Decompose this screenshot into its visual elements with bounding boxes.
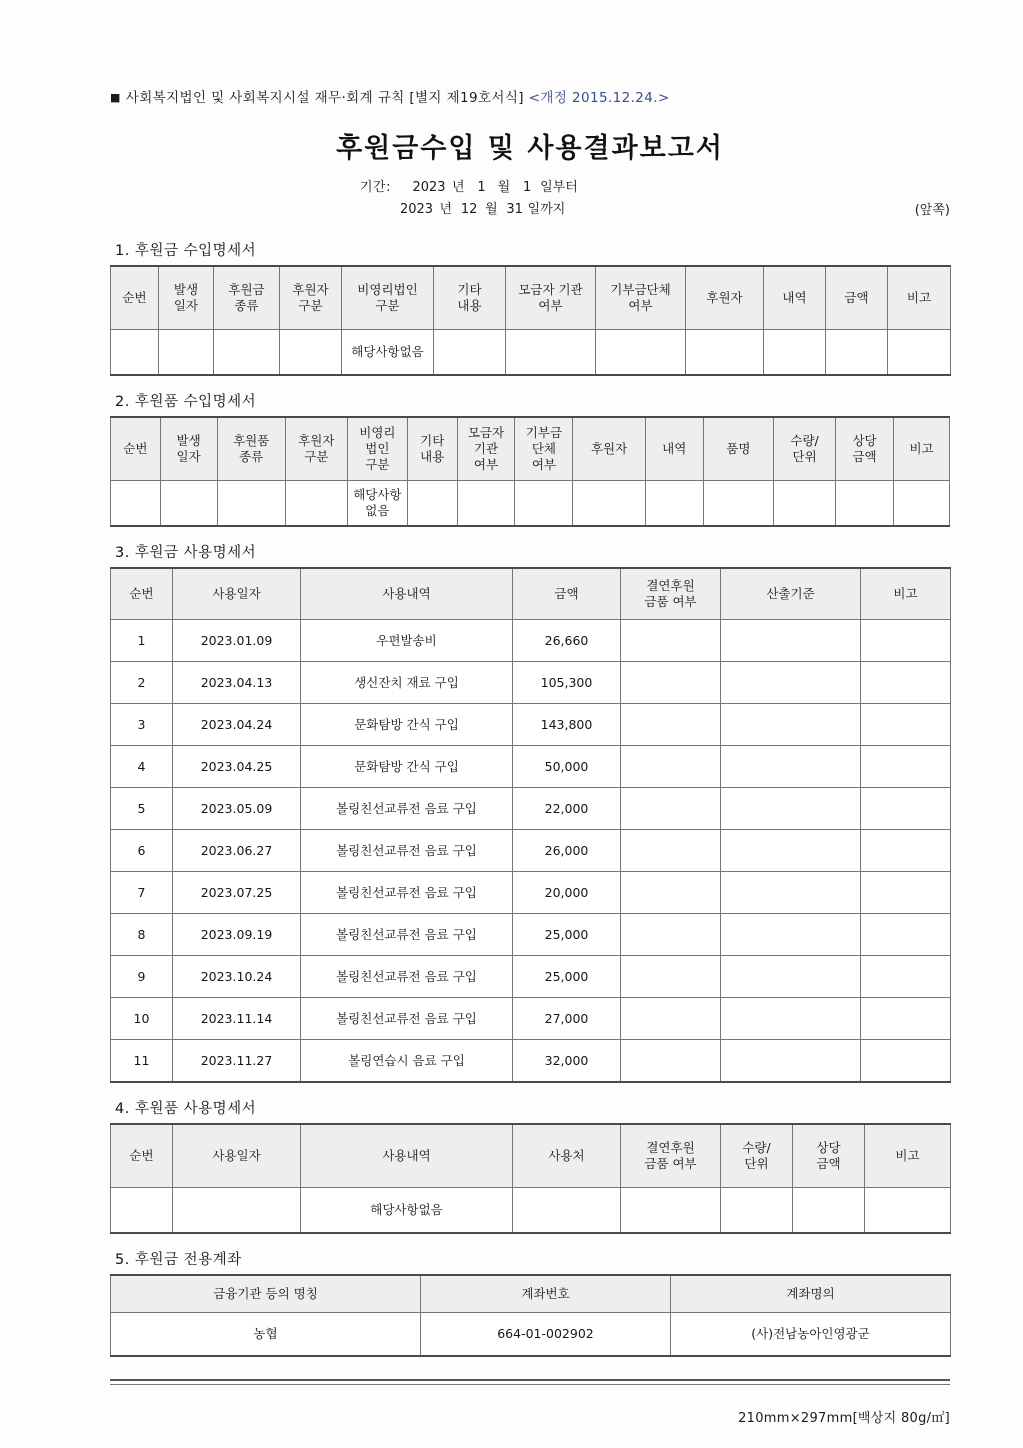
cell-amount[interactable]: 32,000 (513, 1040, 621, 1083)
th-value: 상당 금액 (793, 1124, 865, 1188)
cell-date[interactable]: 2023.11.14 (173, 998, 301, 1040)
cell-note[interactable] (861, 620, 951, 662)
th-amount: 금액 (513, 568, 621, 620)
th-donor: 후원자 (573, 417, 645, 481)
cell-linked[interactable] (621, 704, 721, 746)
cell-detail[interactable] (645, 481, 703, 527)
goods-usage-table (110, 1123, 951, 1234)
cell-date[interactable]: 2023.01.09 (173, 620, 301, 662)
cell-detail[interactable]: 볼링친선교류전 음료 구입 (301, 872, 513, 914)
cell-date[interactable]: 2023.04.13 (173, 662, 301, 704)
th-note: 비고 (888, 266, 951, 330)
section-2-title: 2. 후원품 수입명세서 (115, 394, 257, 410)
period-end-month: 12 (460, 202, 478, 217)
th-seq: 순번 (111, 568, 173, 620)
cell-date[interactable]: 2023.07.25 (173, 872, 301, 914)
cell-detail[interactable]: 볼링연습시 음료 구입 (301, 1040, 513, 1083)
cell-amount[interactable]: 22,000 (513, 788, 621, 830)
cell-donor[interactable] (573, 481, 645, 527)
cell-date[interactable]: 2023.06.27 (173, 830, 301, 872)
cell-detail[interactable]: 볼링친선교류전 음료 구입 (301, 956, 513, 998)
table-header-row (111, 417, 950, 481)
table-row (111, 1040, 951, 1083)
cell-date[interactable] (160, 481, 217, 527)
table-row (111, 704, 951, 746)
th-bank-name: 금융기관 등의 명칭 (111, 1275, 421, 1313)
cell-basis[interactable] (721, 998, 861, 1040)
table-row (111, 481, 950, 527)
cell-seq[interactable]: 2 (111, 662, 173, 704)
cell-detail[interactable]: 볼링친선교류전 음료 구입 (301, 830, 513, 872)
table-row (111, 1313, 951, 1357)
cell-amount[interactable]: 27,000 (513, 998, 621, 1040)
cell-basis[interactable] (721, 620, 861, 662)
period-end-suffix: 일까지 (527, 202, 566, 217)
period-block (110, 177, 950, 225)
goods-income-table (110, 416, 950, 527)
cell-linked[interactable] (621, 788, 721, 830)
th-qty: 수량/ 단위 (721, 1124, 793, 1188)
cell-detail[interactable] (764, 330, 826, 376)
section-3-title: 3. 후원금 사용명세서 (115, 545, 257, 561)
cell-amount[interactable]: 26,660 (513, 620, 621, 662)
th-detail: 사용내역 (301, 1124, 513, 1188)
cell-linked[interactable] (621, 998, 721, 1040)
table-row (111, 788, 951, 830)
cell-basis[interactable] (721, 914, 861, 956)
th-account-name: 계좌명의 (671, 1275, 951, 1313)
cell-amount[interactable]: 50,000 (513, 746, 621, 788)
cell-seq[interactable]: 3 (111, 704, 173, 746)
period-start-day: 1 (522, 180, 532, 195)
th-fundraiser: 모금자 기관 여부 (506, 266, 596, 330)
cell-linked[interactable] (621, 1040, 721, 1083)
cell-bank-name[interactable]: 농협 (111, 1313, 421, 1357)
cell-item[interactable] (703, 481, 773, 527)
th-account-no: 계좌번호 (421, 1275, 671, 1313)
cell-seq[interactable]: 11 (111, 1040, 173, 1083)
cell-linked[interactable] (621, 620, 721, 662)
donation-usage-table (110, 567, 951, 1083)
th-detail: 사용내역 (301, 568, 513, 620)
cell-seq[interactable]: 5 (111, 788, 173, 830)
cell-nonprofit[interactable]: 해당사항없음 (342, 330, 434, 376)
cell-detail[interactable]: 볼링친선교류전 음료 구입 (301, 998, 513, 1040)
cell-donor-type[interactable] (280, 330, 342, 376)
th-donation-org: 기부금 단체 여부 (515, 417, 573, 481)
cell-date[interactable]: 2023.11.27 (173, 1040, 301, 1083)
cell-donation-org[interactable] (515, 481, 573, 527)
th-value: 상당 금액 (836, 417, 894, 481)
cell-date[interactable]: 2023.09.19 (173, 914, 301, 956)
dedicated-account-table (110, 1274, 951, 1357)
cell-seq[interactable]: 7 (111, 872, 173, 914)
cell-detail[interactable]: 해당사항없음 (301, 1188, 513, 1234)
cell-value[interactable] (793, 1188, 865, 1234)
page-side-mark: (앞쪽) (914, 203, 950, 218)
th-donor-type: 후원자 구분 (285, 417, 347, 481)
table-header-row (111, 266, 951, 330)
period-end-line (360, 199, 578, 221)
section-5-title: 5. 후원금 전용계좌 (115, 1252, 242, 1268)
month-unit-end: 월 (485, 202, 498, 217)
cell-date[interactable]: 2023.05.09 (173, 788, 301, 830)
cell-basis[interactable] (721, 746, 861, 788)
period-start-month: 1 (477, 180, 486, 195)
th-note: 비고 (894, 417, 950, 481)
form-reference-line (110, 86, 950, 106)
cell-amount[interactable]: 25,000 (513, 956, 621, 998)
th-date: 발생 일자 (160, 417, 217, 481)
cell-seq[interactable]: 8 (111, 914, 173, 956)
cell-detail[interactable]: 우편발송비 (301, 620, 513, 662)
cell-seq[interactable]: 9 (111, 956, 173, 998)
table-row (111, 330, 951, 376)
th-seq: 순번 (111, 1124, 173, 1188)
th-seq: 순번 (111, 266, 159, 330)
period-end-year: 2023 (399, 202, 434, 217)
cell-etc[interactable] (407, 481, 457, 527)
th-nonprofit: 비영리법인 구분 (342, 266, 434, 330)
cell-donor[interactable] (686, 330, 764, 376)
th-linked: 결연후원 금품 여부 (621, 1124, 721, 1188)
table-header-row (111, 1124, 951, 1188)
cell-basis[interactable] (721, 956, 861, 998)
th-detail: 내역 (645, 417, 703, 481)
cell-date[interactable]: 2023.10.24 (173, 956, 301, 998)
cell-note[interactable] (861, 704, 951, 746)
th-kind: 후원금 종류 (214, 266, 280, 330)
th-basis: 산출기준 (721, 568, 861, 620)
table-row (111, 830, 951, 872)
table-header-row (111, 568, 951, 620)
cell-account-no[interactable]: 664-01-002902 (421, 1313, 671, 1357)
cell-etc[interactable] (434, 330, 506, 376)
donation-income-table (110, 265, 951, 376)
th-donor: 후원자 (686, 266, 764, 330)
period-label-spacer (360, 202, 379, 217)
cell-detail[interactable]: 생신잔치 재료 구입 (301, 662, 513, 704)
table-row (111, 620, 951, 662)
cell-kind[interactable] (214, 330, 280, 376)
th-date: 발생 일자 (159, 266, 214, 330)
paper-size: 210mm×297mm (738, 1411, 853, 1426)
cell-note[interactable] (894, 481, 950, 527)
cell-seq[interactable] (111, 330, 159, 376)
cell-amount[interactable]: 143,800 (513, 704, 621, 746)
cell-kind[interactable] (217, 481, 285, 527)
cell-fundraiser[interactable] (457, 481, 515, 527)
period-start-year: 2023 (412, 180, 446, 195)
cell-linked[interactable] (621, 914, 721, 956)
month-unit-start: 월 (497, 180, 511, 195)
table-row (111, 956, 951, 998)
cell-seq[interactable]: 6 (111, 830, 173, 872)
cell-donation-org[interactable] (596, 330, 686, 376)
cell-linked[interactable] (621, 746, 721, 788)
cell-basis[interactable] (721, 1040, 861, 1083)
cell-note[interactable] (861, 956, 951, 998)
th-place: 사용처 (513, 1124, 621, 1188)
table-row (111, 1188, 951, 1234)
cell-fundraiser[interactable] (506, 330, 596, 376)
cell-linked[interactable] (621, 830, 721, 872)
cell-nonprofit[interactable]: 해당사항 없음 (347, 481, 407, 527)
th-detail: 내역 (764, 266, 826, 330)
section-4-title: 4. 후원품 사용명세서 (115, 1101, 257, 1117)
cell-seq[interactable]: 10 (111, 998, 173, 1040)
cell-basis[interactable] (721, 872, 861, 914)
th-seq: 순번 (111, 417, 161, 481)
cell-amount[interactable]: 105,300 (513, 662, 621, 704)
th-fundraiser: 모금자 기관 여부 (457, 417, 515, 481)
th-linked: 결연후원 금품 여부 (621, 568, 721, 620)
cell-detail[interactable]: 볼링친선교류전 음료 구입 (301, 788, 513, 830)
cell-basis[interactable] (721, 830, 861, 872)
table-header-row (111, 1275, 951, 1313)
th-etc: 기타 내용 (434, 266, 506, 330)
cell-linked[interactable] (621, 872, 721, 914)
form-reference-text: 사회복지법인 및 사회복지시설 재무·회계 규칙 [별지 제19호서식] (125, 90, 524, 106)
form-sheet (110, 86, 950, 1426)
cell-linked[interactable] (621, 662, 721, 704)
period-end-day: 31 (506, 202, 523, 217)
table-row (111, 746, 951, 788)
cell-donor-type[interactable] (285, 481, 347, 527)
page-title: 후원금수입 및 사용결과보고서 (336, 133, 724, 164)
paper-specification (110, 1407, 950, 1426)
period-lines (360, 177, 578, 221)
cell-seq[interactable]: 1 (111, 620, 173, 662)
cell-date[interactable] (173, 1188, 301, 1234)
th-etc: 기타 내용 (407, 417, 457, 481)
donation-usage-rows (111, 620, 951, 1083)
th-date: 사용일자 (173, 1124, 301, 1188)
th-kind: 후원품 종류 (217, 417, 285, 481)
cell-linked[interactable] (621, 1188, 721, 1234)
th-date: 사용일자 (173, 568, 301, 620)
cell-note[interactable] (861, 830, 951, 872)
table-row (111, 914, 951, 956)
th-donor-type: 후원자 구분 (280, 266, 342, 330)
cell-qty[interactable] (721, 1188, 793, 1234)
period-label: 기간: (360, 180, 391, 195)
cell-note[interactable] (861, 914, 951, 956)
cell-linked[interactable] (621, 956, 721, 998)
table-row (111, 998, 951, 1040)
cell-seq[interactable] (111, 1188, 173, 1234)
th-nonprofit: 비영리 법인 구분 (347, 417, 407, 481)
cell-detail[interactable]: 문화탐방 간식 구입 (301, 704, 513, 746)
th-donation-org: 기부금단체 여부 (596, 266, 686, 330)
cell-note[interactable] (861, 1040, 951, 1083)
cell-qty[interactable] (774, 481, 836, 527)
cell-seq[interactable] (111, 481, 161, 527)
cell-note[interactable] (861, 872, 951, 914)
cell-amount[interactable]: 20,000 (513, 872, 621, 914)
table-row (111, 872, 951, 914)
th-item: 품명 (703, 417, 773, 481)
th-qty: 수량/ 단위 (774, 417, 836, 481)
cell-date[interactable]: 2023.04.25 (173, 746, 301, 788)
cell-date[interactable]: 2023.04.24 (173, 704, 301, 746)
cell-detail[interactable]: 볼링친선교류전 음료 구입 (301, 914, 513, 956)
cell-detail[interactable]: 문화탐방 간식 구입 (301, 746, 513, 788)
cell-amount[interactable] (826, 330, 888, 376)
cell-value[interactable] (836, 481, 894, 527)
section-1-title: 1. 후원금 수입명세서 (115, 243, 257, 259)
year-unit-end: 년 (439, 202, 453, 217)
cell-amount[interactable]: 26,000 (513, 830, 621, 872)
bullet-square-icon: ■ (110, 91, 121, 104)
year-unit-start: 년 (452, 180, 465, 195)
cell-note[interactable] (861, 998, 951, 1040)
period-start-suffix: 일부터 (540, 180, 578, 195)
footer-divider (110, 1379, 950, 1385)
cell-account-name[interactable]: (사)전남농아인영광군 (671, 1313, 951, 1357)
cell-basis[interactable] (721, 704, 861, 746)
cell-note[interactable] (861, 662, 951, 704)
cell-note[interactable] (861, 788, 951, 830)
th-note: 비고 (861, 568, 951, 620)
period-start-line (360, 177, 578, 199)
cell-note[interactable] (865, 1188, 951, 1234)
cell-amount[interactable]: 25,000 (513, 914, 621, 956)
cell-place[interactable] (513, 1188, 621, 1234)
form-revision-text: <개정 2015.12.24.> (528, 90, 670, 106)
cell-note[interactable] (888, 330, 951, 376)
cell-basis[interactable] (721, 788, 861, 830)
th-note: 비고 (865, 1124, 951, 1188)
cell-basis[interactable] (721, 662, 861, 704)
cell-date[interactable] (159, 330, 214, 376)
th-amount: 금액 (826, 266, 888, 330)
cell-seq[interactable]: 4 (111, 746, 173, 788)
paper-type: [백상지 80g/㎡] (852, 1411, 950, 1426)
table-row (111, 662, 951, 704)
cell-note[interactable] (861, 746, 951, 788)
